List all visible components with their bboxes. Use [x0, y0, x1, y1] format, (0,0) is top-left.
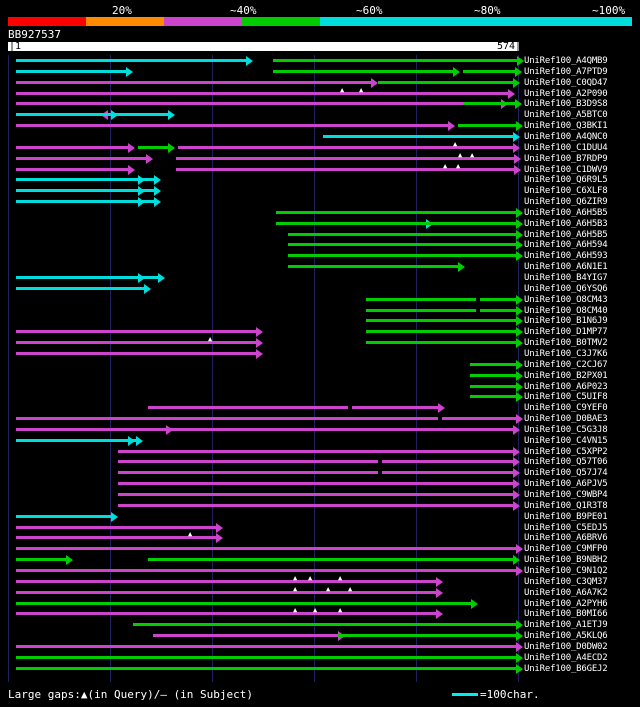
subject-label[interactable]: UniRef100_C9WBP4	[524, 490, 608, 500]
subject-label[interactable]: UniRef100_C5UIF8	[524, 392, 608, 402]
query-gap-icon: ▲	[308, 574, 313, 582]
subject-label[interactable]: UniRef100_A1ETJ9	[524, 620, 608, 630]
ruler-end-label: 574|	[497, 41, 522, 52]
query-gap-icon: ▲	[340, 86, 345, 94]
arrow-right-icon	[436, 588, 443, 598]
subject-label[interactable]: UniRef100_Q6YSQ6	[524, 284, 608, 294]
hsp-bar[interactable]	[16, 330, 256, 333]
subject-gap-icon	[378, 460, 382, 463]
hsp-bar[interactable]	[158, 428, 513, 431]
hsp-bar[interactable]	[16, 200, 138, 203]
hsp-bar[interactable]	[16, 124, 448, 127]
identity-scale-segment	[86, 17, 164, 26]
hsp-bar[interactable]	[118, 504, 513, 507]
hsp-bar[interactable]	[16, 189, 138, 192]
arrow-right-icon	[146, 154, 153, 164]
arrow-right-icon	[516, 620, 523, 630]
subject-label[interactable]: UniRef100_A6H5B3	[524, 219, 608, 229]
hsp-bar[interactable]	[366, 309, 516, 312]
hsp-bar[interactable]	[16, 569, 516, 572]
subject-label[interactable]: UniRef100_A4QMB9	[524, 56, 608, 66]
hsp-bar[interactable]	[470, 363, 516, 366]
hsp-bar[interactable]	[276, 211, 516, 214]
subject-label[interactable]: UniRef100_B1N6J9	[524, 316, 608, 326]
identity-scale-segment	[242, 17, 320, 26]
hsp-bar[interactable]	[176, 157, 514, 160]
identity-scale-segment	[164, 17, 242, 26]
identity-scale-segment	[320, 17, 632, 26]
hsp-bar[interactable]	[288, 233, 516, 236]
arrow-right-icon	[513, 425, 520, 435]
subject-label[interactable]: UniRef100_B0TMV2	[524, 338, 608, 348]
arrow-right-icon	[516, 664, 523, 674]
query-gap-icon: ▲	[456, 162, 461, 170]
identity-scale-label: 20%	[112, 4, 132, 17]
arrow-right-icon	[515, 67, 522, 77]
subject-label[interactable]: UniRef100_A6A7K2	[524, 588, 608, 598]
arrow-right-icon	[154, 186, 161, 196]
query-gap-icon: ▲	[338, 574, 343, 582]
query-gap-icon: ▲	[348, 585, 353, 593]
query-gap-icon: ▲	[313, 606, 318, 614]
arrow-right-icon	[516, 251, 523, 261]
subject-label[interactable]: UniRef100_B0MI66	[524, 609, 608, 619]
hsp-bar[interactable]	[138, 146, 168, 149]
subject-label[interactable]: UniRef100_Q1R3T8	[524, 501, 608, 511]
subject-label[interactable]: UniRef100_A4ECD2	[524, 653, 608, 663]
query-gap-icon: ▲	[208, 335, 213, 343]
identity-scale-legend	[8, 6, 632, 28]
hsp-bar[interactable]	[273, 70, 453, 73]
subject-label[interactable]: UniRef100_A6H5B5	[524, 230, 608, 240]
subject-label[interactable]: UniRef100_C5G3J8	[524, 425, 608, 435]
identity-scale-segment	[8, 17, 86, 26]
subject-label[interactable]: UniRef100_C3J7K6	[524, 349, 608, 359]
subject-label[interactable]: UniRef100_B2PX01	[524, 371, 608, 381]
hsp-bar[interactable]	[153, 634, 338, 637]
subject-label[interactable]: UniRef100_Q57J74	[524, 468, 608, 478]
subject-label[interactable]: UniRef100_B7RDP9	[524, 154, 608, 164]
scale-ruler-label: =100char.	[480, 688, 540, 701]
identity-scale-label: ~40%	[230, 4, 257, 17]
subject-label[interactable]: UniRef100_C1DWV9	[524, 165, 608, 175]
subject-label[interactable]: UniRef100_B6GEJ2	[524, 664, 608, 674]
hsp-bar[interactable]	[16, 178, 138, 181]
query-gap-icon: ▲	[293, 585, 298, 593]
subject-label[interactable]: UniRef100_A6H593	[524, 251, 608, 261]
query-gap-icon: ▲	[453, 140, 458, 148]
arrow-right-icon	[516, 121, 523, 131]
query-gap-icon: ▲	[326, 585, 331, 593]
subject-label[interactable]: UniRef100_C2CJ67	[524, 360, 608, 370]
hsp-bar[interactable]	[463, 102, 515, 105]
hsp-bar[interactable]	[16, 81, 371, 84]
query-gap-icon: ▲	[470, 151, 475, 159]
arrow-right-icon	[144, 284, 151, 294]
arrow-right-icon	[246, 56, 253, 66]
hsp-bar[interactable]	[16, 113, 168, 116]
hsp-bar[interactable]	[178, 146, 513, 149]
hsp-bar[interactable]	[118, 493, 513, 496]
hsp-bar[interactable]	[16, 146, 128, 149]
hsp-bar[interactable]	[366, 319, 516, 322]
subject-label[interactable]: UniRef100_C9N1Q2	[524, 566, 608, 576]
hsp-bar[interactable]	[118, 450, 513, 453]
arrow-right-icon	[516, 414, 523, 424]
subject-gap-icon	[476, 298, 480, 301]
arrow-right-icon	[513, 555, 520, 565]
subject-label[interactable]: UniRef100_B9PE01	[524, 512, 608, 522]
hsp-bar[interactable]	[136, 200, 154, 203]
subject-label[interactable]: UniRef100_A6PJV5	[524, 479, 608, 489]
arrow-right-icon	[136, 436, 143, 446]
subject-label[interactable]: UniRef100_C1DUU4	[524, 143, 608, 153]
subject-label[interactable]: UniRef100_A6N1E1	[524, 262, 608, 272]
subject-label[interactable]: UniRef100_D0DW02	[524, 642, 608, 652]
hsp-bar[interactable]	[148, 406, 438, 409]
arrow-right-icon	[436, 609, 443, 619]
hsp-bar[interactable]	[16, 92, 508, 95]
arrow-right-icon	[516, 566, 523, 576]
hsp-bar[interactable]	[470, 385, 516, 388]
arrow-right-icon	[448, 121, 455, 131]
hsp-bar[interactable]	[288, 265, 458, 268]
hsp-bar[interactable]	[16, 536, 216, 539]
hsp-bar[interactable]	[338, 634, 516, 637]
arrow-right-icon	[516, 240, 523, 250]
subject-label[interactable]: UniRef100_C4VN15	[524, 436, 608, 446]
hsp-bar[interactable]	[16, 59, 246, 62]
arrow-right-icon	[516, 316, 523, 326]
subject-label[interactable]: UniRef100_Q57T06	[524, 457, 608, 467]
hsp-bar[interactable]	[470, 374, 516, 377]
hsp-bar[interactable]	[16, 667, 516, 670]
subject-label-column	[524, 55, 640, 682]
hsp-bar[interactable]	[16, 558, 66, 561]
hsp-bar[interactable]	[288, 254, 516, 257]
hsp-bar[interactable]	[133, 623, 516, 626]
hsp-bar[interactable]	[148, 558, 513, 561]
query-gap-icon: ▲	[458, 151, 463, 159]
query-gap-icon: ▲	[338, 606, 343, 614]
hsp-bar[interactable]	[366, 330, 516, 333]
query-gap-icon: ▲	[293, 574, 298, 582]
arrow-right-icon	[158, 273, 165, 283]
hsp-bar[interactable]	[16, 287, 144, 290]
subject-label[interactable]: UniRef100_A6H5B5	[524, 208, 608, 218]
hsp-bar[interactable]	[378, 81, 513, 84]
hsp-bar[interactable]	[288, 243, 516, 246]
query-gap-icon: ▲	[293, 606, 298, 614]
subject-label[interactable]: UniRef100_C5XPP2	[524, 447, 608, 457]
arrow-right-icon	[516, 371, 523, 381]
hsp-bar[interactable]	[470, 395, 516, 398]
hsp-bar[interactable]	[16, 157, 146, 160]
arrow-right-icon	[516, 295, 523, 305]
hsp-bar[interactable]	[323, 135, 513, 138]
ruler-start-label: |1	[9, 41, 22, 52]
arrow-right-icon	[513, 78, 520, 88]
arrow-right-icon	[154, 197, 161, 207]
subject-label[interactable]: UniRef100_B4YIG7	[524, 273, 608, 283]
arrow-right-icon	[111, 512, 118, 522]
subject-gap-icon	[348, 406, 352, 409]
arrow-right-icon	[517, 56, 524, 66]
arrow-right-icon	[513, 468, 520, 478]
subject-label[interactable]: UniRef100_C9YEF0	[524, 403, 608, 413]
arrow-right-icon	[516, 392, 523, 402]
arrow-right-icon	[66, 555, 73, 565]
hsp-bar[interactable]	[366, 341, 516, 344]
identity-scale-label: ~60%	[356, 4, 383, 17]
hsp-bar[interactable]	[36, 439, 136, 442]
arrow-right-icon	[513, 501, 520, 511]
arrow-right-icon	[126, 67, 133, 77]
hsp-bar[interactable]	[463, 70, 515, 73]
hsp-bar[interactable]	[16, 102, 501, 105]
subject-label[interactable]: UniRef100_D0BAE3	[524, 414, 608, 424]
hsp-bar[interactable]	[276, 222, 516, 225]
hsp-bar[interactable]	[16, 428, 166, 431]
subject-gap-icon	[476, 309, 480, 312]
arrow-right-icon	[168, 143, 175, 153]
arrow-right-icon	[515, 99, 522, 109]
hsp-bar[interactable]	[136, 276, 158, 279]
subject-label[interactable]: UniRef100_B9NBH2	[524, 555, 608, 565]
scale-ruler-icon	[452, 693, 478, 696]
hsp-bar[interactable]	[16, 276, 138, 279]
arrow-right-icon	[216, 533, 223, 543]
hsp-bar[interactable]	[16, 602, 471, 605]
hsp-bar[interactable]	[118, 471, 513, 474]
arrow-right-icon	[516, 544, 523, 554]
hsp-bar[interactable]	[16, 168, 128, 171]
arrow-right-icon	[458, 262, 465, 272]
query-id-label: BB927537	[8, 28, 61, 41]
subject-label[interactable]: UniRef100_Q6ZIR9	[524, 197, 608, 207]
query-gap-icon: ▲	[188, 530, 193, 538]
arrow-right-icon	[438, 403, 445, 413]
hsp-bar[interactable]	[16, 580, 436, 583]
arrow-right-icon	[513, 490, 520, 500]
arrow-right-icon	[371, 78, 378, 88]
subject-label[interactable]: UniRef100_C9MFP0	[524, 544, 608, 554]
arrow-right-icon	[513, 143, 520, 153]
hsp-bar[interactable]	[16, 656, 516, 659]
arrow-right-icon	[513, 132, 520, 142]
subject-label[interactable]: UniRef100_A4QNC0	[524, 132, 608, 142]
hsp-bar[interactable]	[118, 482, 513, 485]
hsp-bar[interactable]	[16, 70, 126, 73]
subject-label[interactable]: UniRef100_A6P023	[524, 382, 608, 392]
arrow-right-icon	[516, 642, 523, 652]
subject-gap-icon	[378, 471, 382, 474]
arrow-right-icon	[154, 175, 161, 185]
hsp-bar[interactable]	[16, 591, 436, 594]
arrow-right-icon	[436, 577, 443, 587]
subject-label[interactable]: UniRef100_C0QD47	[524, 78, 608, 88]
subject-label[interactable]: UniRef100_A6BRV6	[524, 533, 608, 543]
hsp-bar[interactable]	[16, 352, 256, 355]
arrow-right-icon	[256, 327, 263, 337]
alignment-plot	[8, 55, 519, 682]
arrow-right-icon	[516, 208, 523, 218]
identity-scale-label: ~80%	[474, 4, 501, 17]
subject-label[interactable]: UniRef100_A6H594	[524, 240, 608, 250]
subject-label[interactable]: UniRef100_A5KLQ6	[524, 631, 608, 641]
hsp-bar[interactable]	[176, 168, 514, 171]
hsp-bar[interactable]	[16, 547, 516, 550]
alignment-track[interactable]	[8, 663, 519, 675]
arrow-right-icon	[516, 338, 523, 348]
query-gap-icon: ▲	[443, 162, 448, 170]
query-gap-icon: ▲	[359, 86, 364, 94]
subject-label[interactable]: UniRef100_A2P090	[524, 89, 608, 99]
subject-label[interactable]: UniRef100_Q3BKI1	[524, 121, 608, 131]
arrow-right-icon	[516, 631, 523, 641]
hsp-bar[interactable]	[118, 460, 513, 463]
query-ruler-bar	[8, 41, 522, 52]
arrow-right-icon	[453, 67, 460, 77]
subject-label[interactable]: UniRef100_O8CM40	[524, 306, 608, 316]
subject-label[interactable]: UniRef100_A7PTD9	[524, 67, 608, 77]
hsp-bar[interactable]	[273, 59, 517, 62]
subject-label[interactable]: UniRef100_C6XLF8	[524, 186, 608, 196]
arrow-right-icon	[514, 154, 521, 164]
arrow-right-icon	[513, 479, 520, 489]
arrow-right-icon	[168, 110, 175, 120]
hsp-bar[interactable]	[136, 189, 154, 192]
hsp-bar[interactable]	[16, 526, 216, 529]
subject-gap-icon	[438, 417, 442, 420]
arrow-right-icon	[256, 338, 263, 348]
arrow-right-icon	[516, 360, 523, 370]
subject-label[interactable]: UniRef100_A5BTC0	[524, 110, 608, 120]
subject-label[interactable]: UniRef100_A2PYH6	[524, 599, 608, 609]
hsp-bar[interactable]	[16, 515, 111, 518]
arrow-right-icon	[256, 349, 263, 359]
hsp-bar[interactable]	[136, 178, 154, 181]
hsp-bar[interactable]	[16, 645, 516, 648]
subject-label[interactable]: UniRef100_C3QM37	[524, 577, 608, 587]
hsp-bar[interactable]	[366, 298, 516, 301]
identity-scale-label: ~100%	[592, 4, 626, 17]
subject-label[interactable]: UniRef100_D1MP77	[524, 327, 608, 337]
arrow-right-icon	[516, 219, 523, 229]
subject-label[interactable]: UniRef100_Q6R9L5	[524, 175, 608, 185]
large-gaps-note: Large gaps:▲(in Query)/– (in Subject)	[8, 688, 254, 701]
arrow-right-icon	[516, 327, 523, 337]
subject-label[interactable]: UniRef100_C5EDJ5	[524, 523, 608, 533]
hsp-bar[interactable]	[458, 124, 516, 127]
hsp-bar[interactable]	[16, 341, 256, 344]
arrow-right-icon	[516, 653, 523, 663]
arrow-right-icon	[513, 457, 520, 467]
subject-label[interactable]: UniRef100_O8CM43	[524, 295, 608, 305]
arrow-right-icon	[128, 143, 135, 153]
hsp-bar[interactable]	[16, 612, 436, 615]
subject-label[interactable]: UniRef100_B3D9S8	[524, 99, 608, 109]
